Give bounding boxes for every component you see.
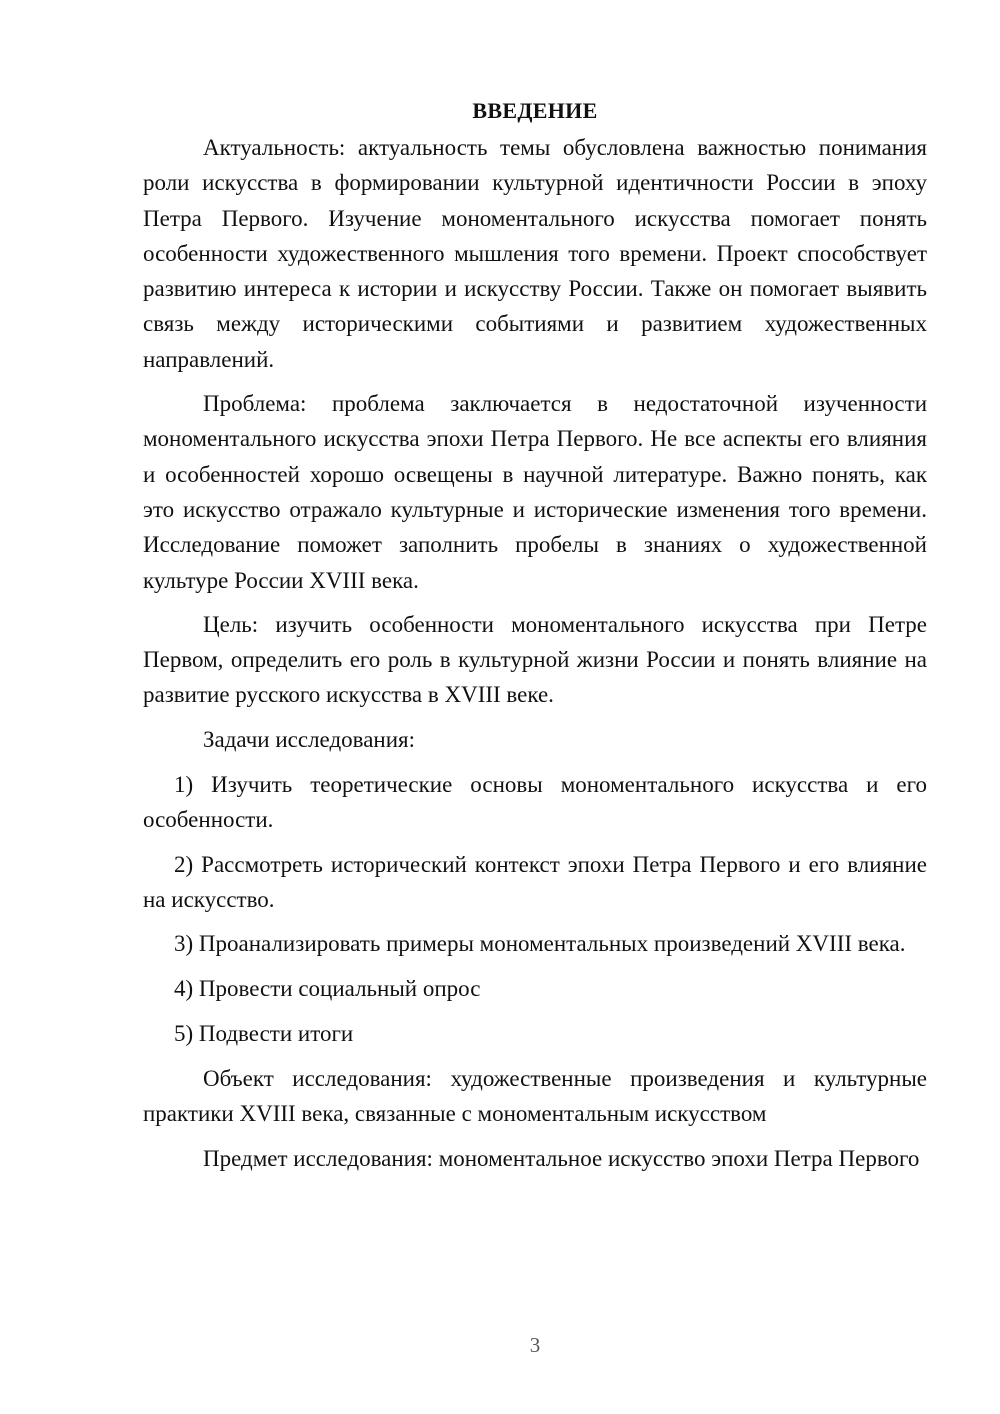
- relevance-paragraph: Актуальность: актуальность темы обусловлена важностью понимания роли искусства в формировании культурной идентичности России в эпоху Петра Первого. Изучение мономентального искусства помогает понять особенности художественного мышления того времени. Проект способствует развитию интереса к истории и искусству России. Также он помогает выявить связь между историческими событиями и развитием художественных направлений.: [143, 135, 927, 372]
- tasks-heading: Задачи исследования:: [203, 726, 416, 752]
- subject-paragraph: Предмет исследования: мономентальное искусство эпохи Петра Первого: [203, 1145, 920, 1171]
- problem-paragraph: Проблема: проблема заключается в недостаточной изученности мономентального искусства эпохи Петра Первого. Не все аспекты его влияния и особенностей хорошо освещены в научной литературе. Важно понять, как это искусство отражало культурные и исторические изменения того времени. Исследование поможет заполнить пробелы в знаниях о художественной культуре России XVIII века.: [143, 391, 927, 593]
- object-paragraph: Объект исследования: художественные произведения и культурные практики XVIII века, связанные с мономентальным искусством: [143, 1066, 927, 1127]
- document-title: ВВЕДЕНИЕ: [472, 98, 598, 123]
- page-number: 3: [529, 1333, 541, 1357]
- goal-paragraph: Цель: изучить особенности мономентального искусства при Петре Первом, определить его роль в культурной жизни России и понять влияние на развитие русского искусства в XVIII веке.: [143, 611, 927, 708]
- task-item-4: 4) Провести социальный опрос: [174, 975, 481, 1001]
- task-item-2: 2) Рассмотреть исторический контекст эпохи Петра Первого и его влияние на искусство.: [143, 851, 927, 912]
- task-item-1: 1) Изучить теоретические основы мономентального искусства и его особенности.: [143, 772, 927, 833]
- task-item-3: 3) Проанализировать примеры мономентальных произведений XVIII века.: [174, 931, 906, 957]
- task-item-5: 5) Подвести итоги: [174, 1020, 354, 1046]
- document-page: [143, 96, 927, 1185]
